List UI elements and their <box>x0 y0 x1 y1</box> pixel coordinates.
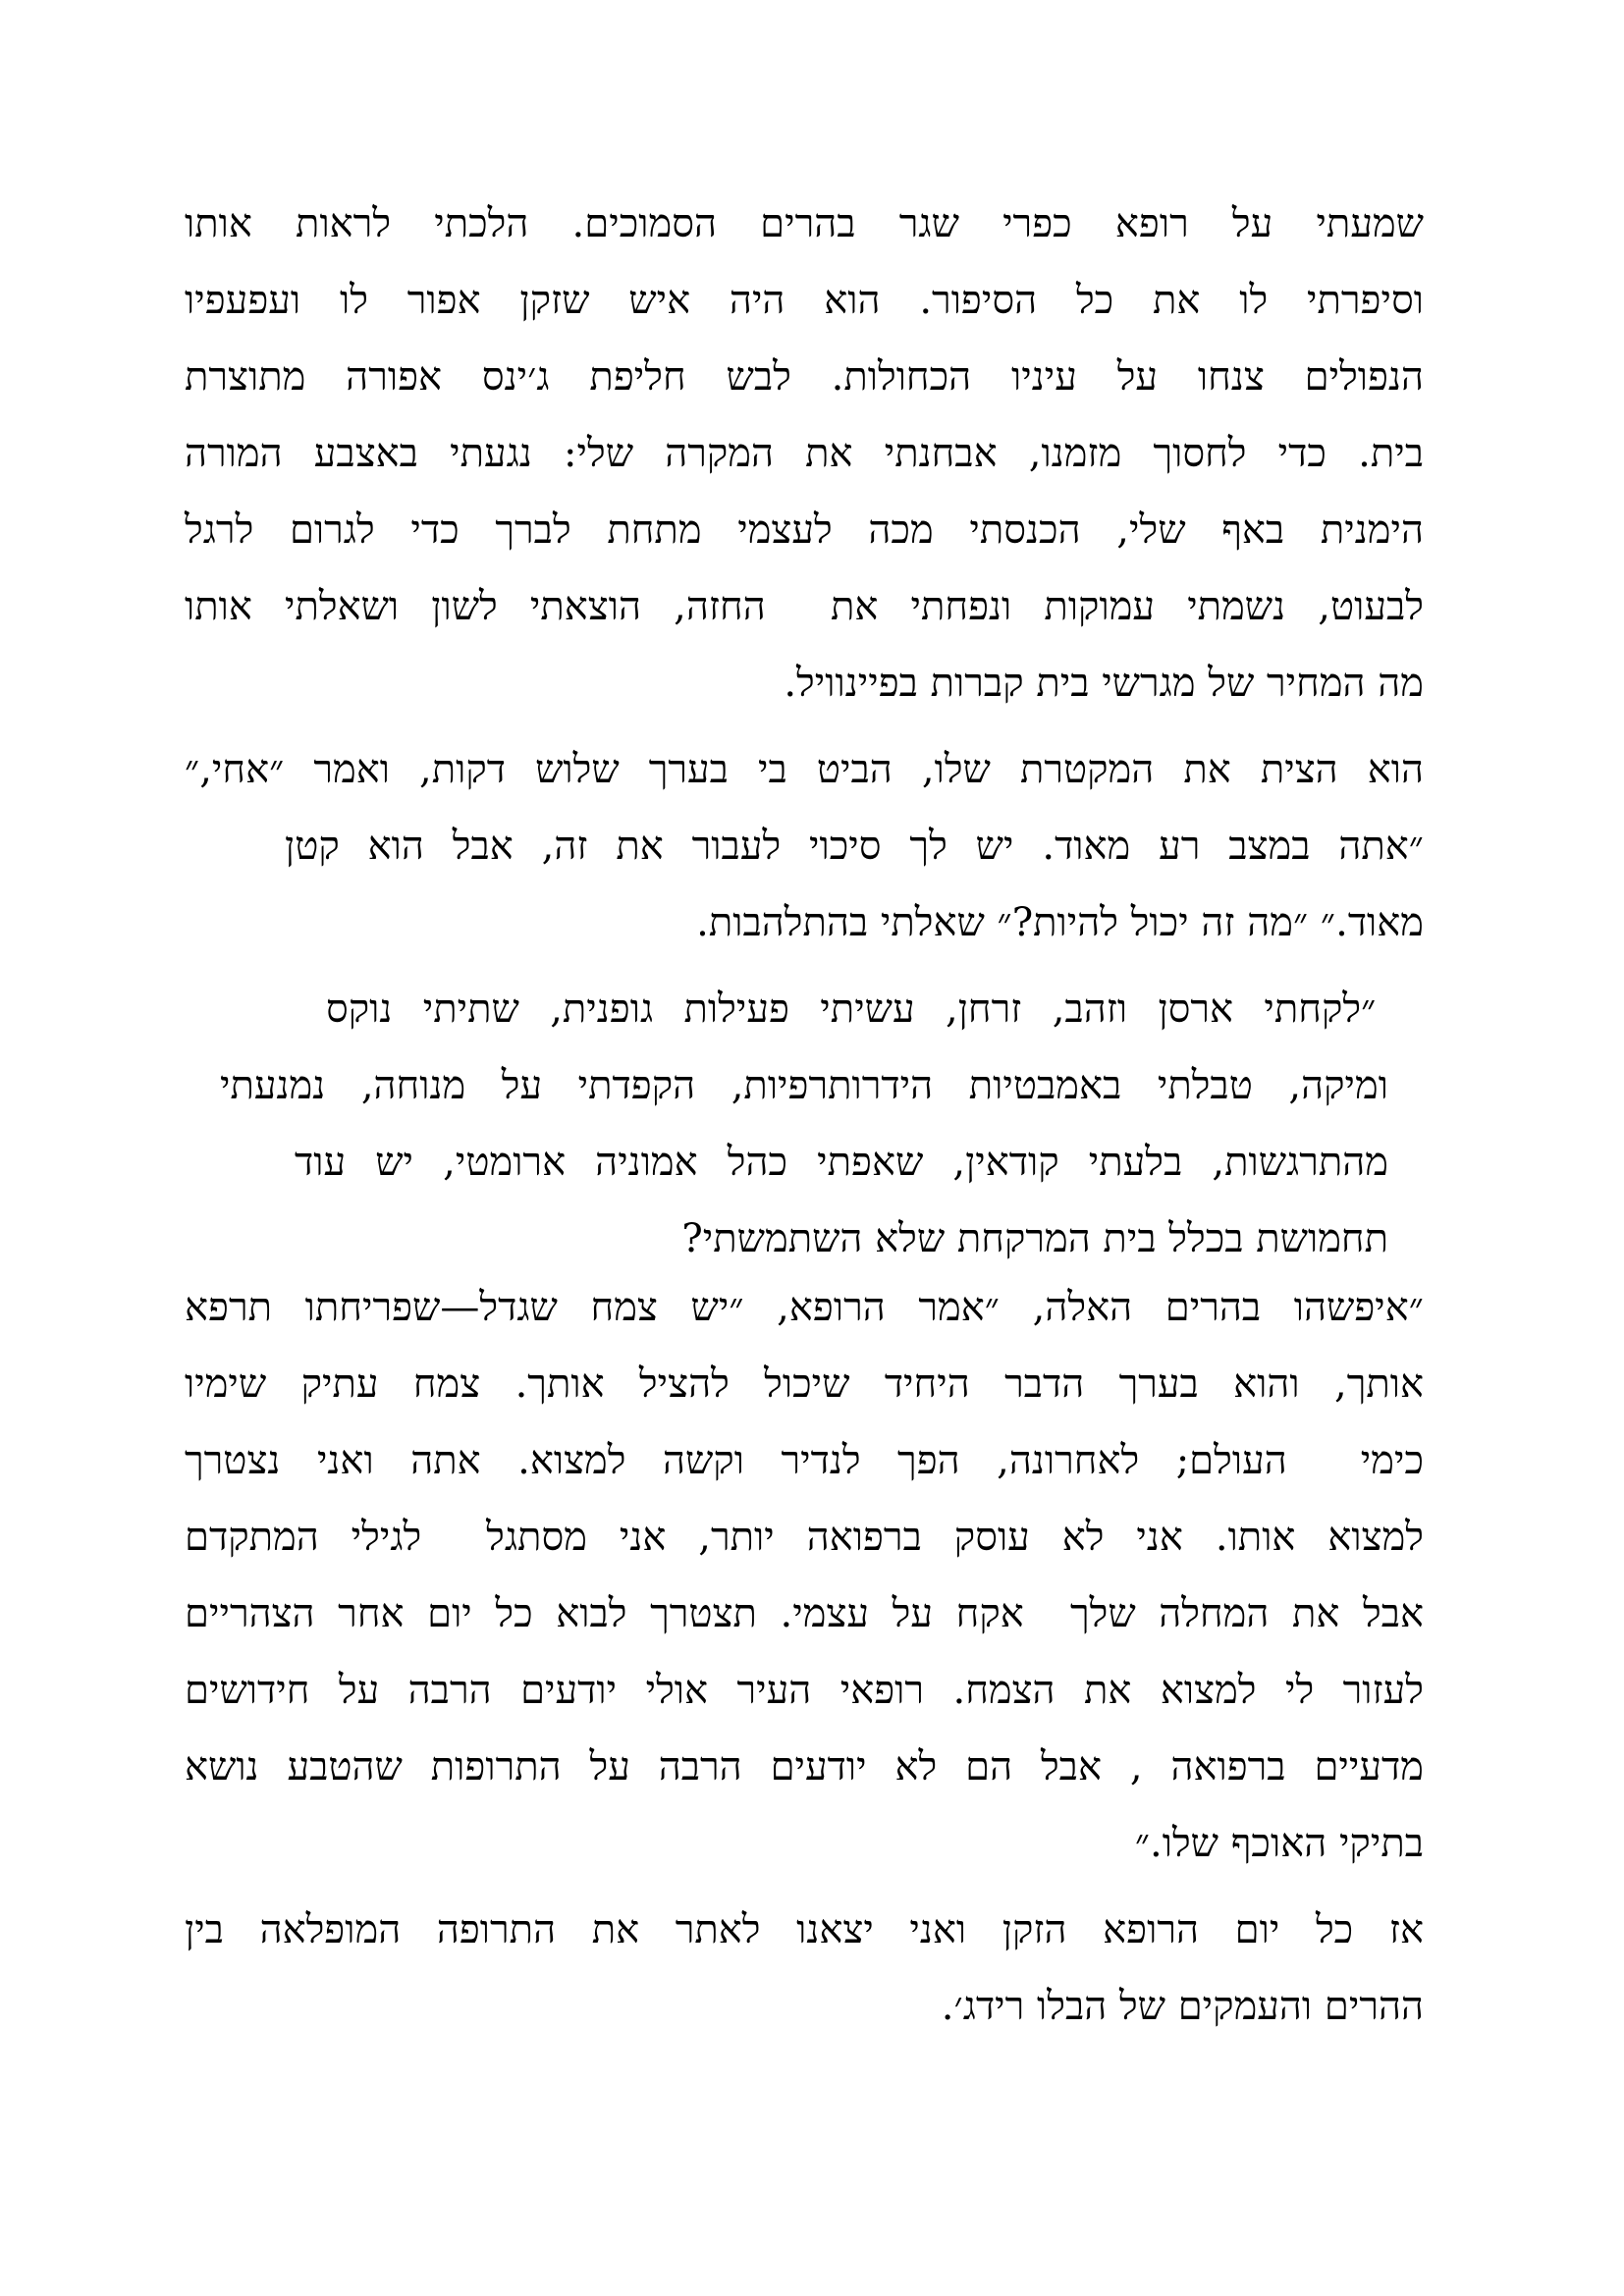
text-line: מדעיים ברפואה , אבל הם לא יודעים הרבה על התרופות שהטבע נושא <box>185 1744 1424 1789</box>
text-line: בתיקי האוכף שלו.״ <box>1134 1821 1424 1866</box>
text-line: ״לקחתי ארסן וזהב, זרחן, עשיתי פעילות גופנית, שתיתי נוקס <box>326 987 1388 1032</box>
text-line: ״איפשהו בהרים האלה, ״אמר הרופא, ״יש צמח שגדל—שפריחתו תרפא <box>185 1285 1424 1330</box>
text-line: מה המחיר של מגרשי בית קברות בפיינוויל. <box>784 661 1424 706</box>
text-line: כימי העולם; לאחרונה, הפך לנדיר וקשה למצוא. אתה ואני נצטרך <box>185 1438 1425 1483</box>
text-line: ההרים והעמקים של הבלו רידג׳. <box>941 1984 1424 2029</box>
text-line: אותך, והוא בערך הדבר היחיד שיכול להציל אותך. צמח עתיק שימיו <box>185 1362 1424 1407</box>
text-line: מאוד.״ ״מה זה יכול להיות?״ שאלתי בהתלהבות. <box>696 900 1424 945</box>
text-line: למצוא אותו. אני לא עוסק ברפואה יותר, אני מסתגל לגילי המתקדם <box>185 1515 1424 1560</box>
text-line: מהתרגשות, בלעתי קודאין, שאפתי כהל אמוניה ארומטי, יש עוד <box>295 1140 1388 1185</box>
text-line: וסיפרתי לו את כל הסיפור. הוא היה איש שזקן אפור לו ועפעפיו <box>185 278 1424 323</box>
text-line: שמעתי על רופא כפרי שגר בהרים הסמוכים. הלכתי לראות אותו <box>185 201 1424 246</box>
text-line: הימנית באף שלי, הכנסתי מכה לעצמי מתחת לברך כדי לגרום לרגל <box>185 507 1424 553</box>
text-line: תחמושת בכלל בית המרקחת שלא השתמשתי? <box>681 1216 1388 1261</box>
text-line: הוא הצית את המקטרת שלו, הביט בי בערך שלוש דקות, ואמר ״אחי,״ <box>185 747 1424 792</box>
text-line: לעזור לי למצוא את הצמח. רופאי העיר אולי יודעים הרבה על חידושים <box>185 1668 1424 1713</box>
text-line: בית. כדי לחסוך מזמנו, אבחנתי את המקרה שלי: נגעתי באצבע המורה <box>185 431 1424 476</box>
text-line: אז כל יום הרופא הזקן ואני יצאנו לאתר את התרופה המופלאה בין <box>185 1907 1424 1952</box>
text-line: ומיקה, טבלתי באמבטיות הידרותרפיות, הקפדתי על מנוחה, נמנעתי <box>220 1063 1388 1108</box>
text-line: לבעוט, נשמתי עמוקות ונפחתי את החזה, הוצאתי לשון ושאלתי אותו <box>185 584 1424 629</box>
text-line: הנפולים צנחו על עיניו הכחולות. לבש חליפת ג׳ינס אפורה מתוצרת <box>185 354 1424 400</box>
text-line: אבל את המחלה שלך אקח על עצמי. תצטרך לבוא כל יום אחר הצהריים <box>185 1591 1424 1636</box>
text-line: ״אתה במצב רע מאוד. יש לך סיכוי לעבור את זה, אבל הוא קטן <box>285 824 1424 869</box>
